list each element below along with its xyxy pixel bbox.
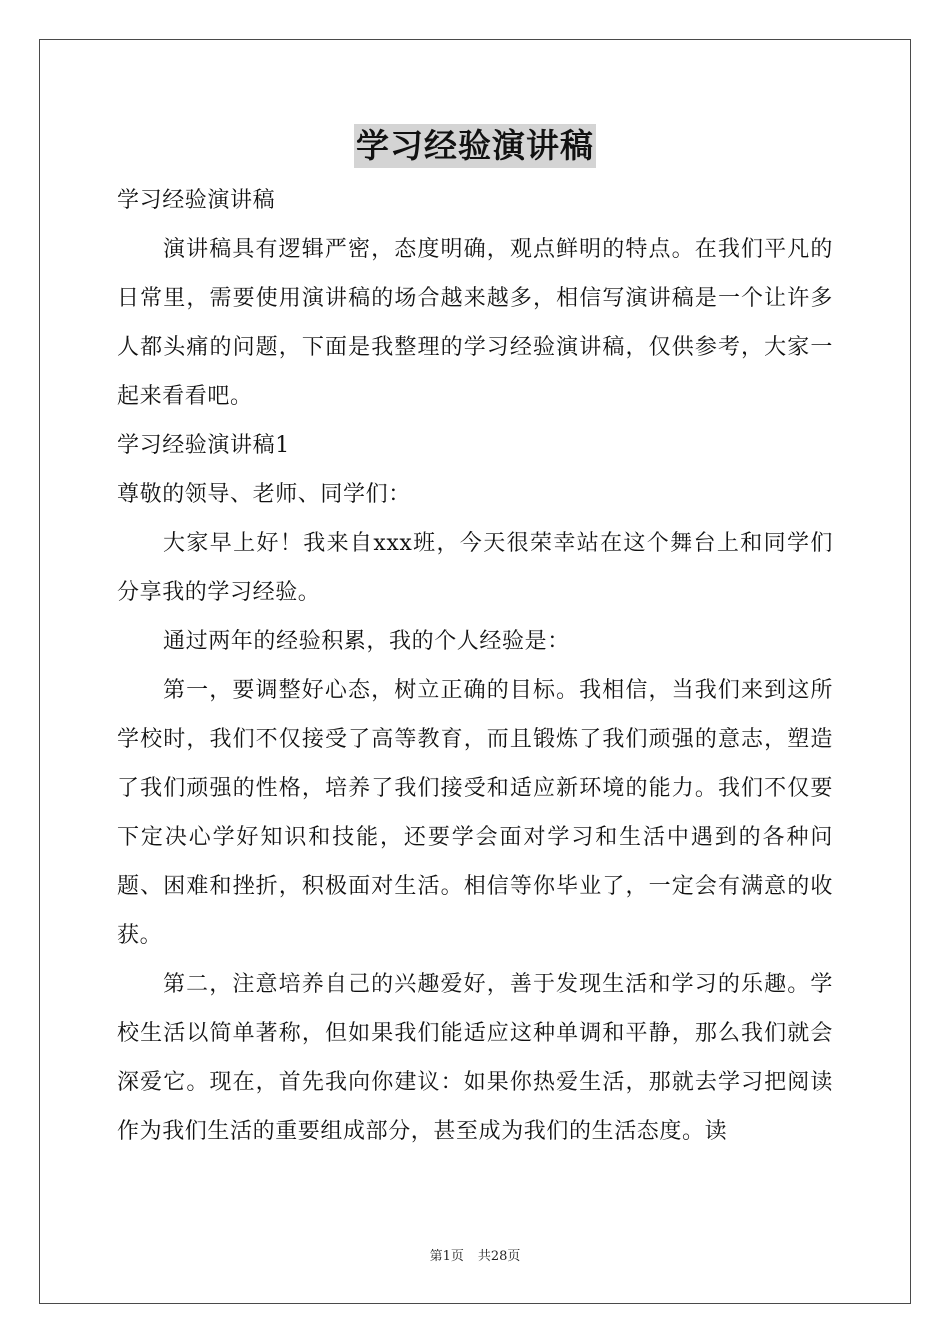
point-two-paragraph: 第二，注意培养自己的兴趣爱好，善于发现生活和学习的乐趣。学校生活以简单著称，但如果我们能适应这种单调和平静，那么我们就会深爱它。现在，首先我向你建议：如果你热爱生活，那就去学习把阅读作为我们生活的重要组成部分，甚至成为我们的生活态度。读 <box>117 972 833 1144</box>
section-heading: 学习经验演讲稿1 <box>117 433 290 458</box>
document-body <box>117 176 833 1156</box>
title-container <box>0 124 950 168</box>
intro-paragraph: 演讲稿具有逻辑严密，态度明确，观点鲜明的特点。在我们平凡的日常里，需要使用演讲稿的场合越来越多，相信写演讲稿是一个让许多人都头痛的问题，下面是我整理的学习经验演讲稿，仅供参考，大家一起来看看吧。 <box>117 237 833 409</box>
experience-intro-paragraph: 通过两年的经验积累，我的个人经验是： <box>163 629 570 654</box>
total-pages: 共28页 <box>477 1249 521 1264</box>
salutation-paragraph: 尊敬的领导、老师、同学们： <box>117 482 411 507</box>
page-footer <box>0 1247 950 1267</box>
document-title: 学习经验演讲稿 <box>354 124 596 168</box>
greeting-paragraph: 大家早上好！我来自xxx班，今天很荣幸站在这个舞台上和同学们分享我的学习经验。 <box>117 531 833 605</box>
subtitle-paragraph: 学习经验演讲稿 <box>117 188 276 213</box>
page-number: 第1页 <box>429 1249 464 1264</box>
point-one-paragraph: 第一，要调整好心态，树立正确的目标。我相信，当我们来到这所学校时，我们不仅接受了高等教育，而且锻炼了我们顽强的意志，塑造了我们顽强的性格，培养了我们接受和适应新环境的能力。我们不仅要下定决心学好知识和技能，还要学会面对学习和生活中遇到的各种问题、困难和挫折，积极面对生活。相信等你毕业了，一定会有满意的收获。 <box>117 678 833 948</box>
